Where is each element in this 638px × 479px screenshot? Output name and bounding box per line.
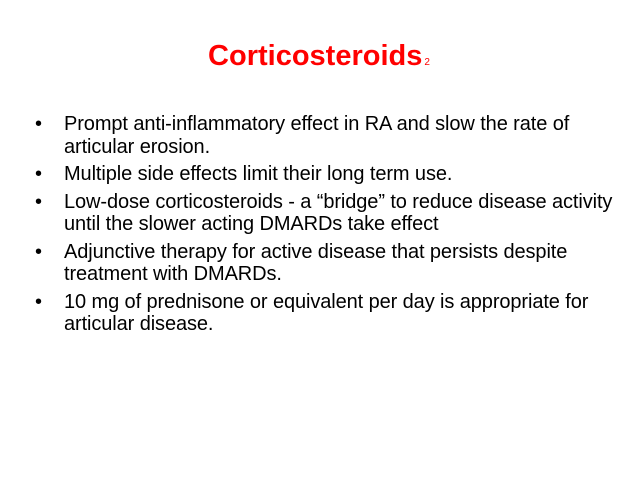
- bullet-icon: •: [35, 240, 42, 263]
- bullet-item: [35, 191, 615, 236]
- bullet-item: [35, 241, 615, 286]
- bullet-item: [35, 163, 615, 186]
- title-text: Corticosteroids: [208, 40, 423, 72]
- bullet-text: Multiple side effects limit their long term use.: [64, 163, 453, 185]
- bullet-icon: •: [35, 290, 42, 313]
- bullet-text: 10 mg of prednisone or equivalent per day is appropriate for articular disease.: [64, 290, 589, 335]
- slide-title: [0, 36, 638, 83]
- title-superscript: 2: [424, 57, 430, 68]
- bullet-text: Low-dose corticosteroids - a “bridge” to reduce disease activity until the slower acting DMARDs take effect: [64, 190, 613, 235]
- bullet-list: [35, 113, 615, 341]
- bullet-text: Adjunctive therapy for active disease that persists despite treatment with DMARDs.: [64, 240, 568, 285]
- bullet-icon: •: [35, 190, 42, 213]
- bullet-icon: •: [35, 113, 42, 135]
- bullet-icon: •: [35, 163, 42, 185]
- bullet-item: [35, 291, 615, 336]
- bullet-text: Prompt anti-inflammatory effect in RA and slow the rate of articular erosion.: [64, 113, 570, 158]
- bullet-item: [35, 113, 615, 158]
